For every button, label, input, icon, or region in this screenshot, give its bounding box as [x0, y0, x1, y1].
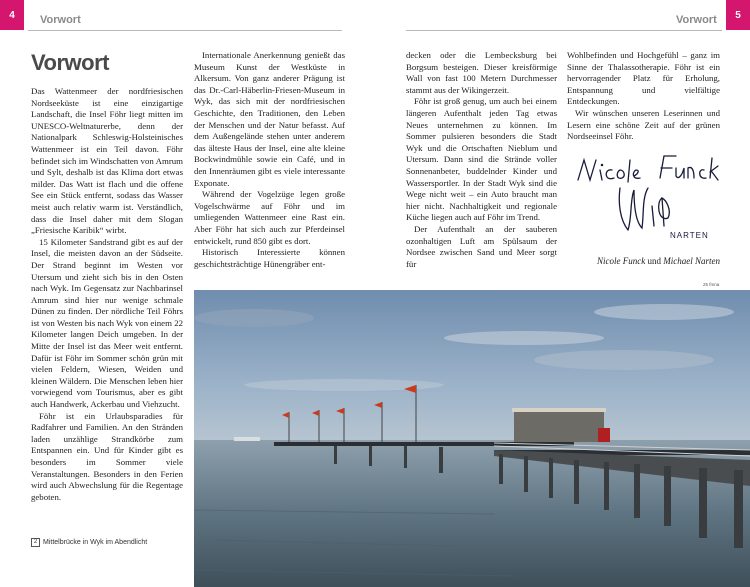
header-rule-left: [28, 30, 342, 31]
conjunction: und: [647, 256, 661, 266]
paragraph: Föhr ist groß genug, um auch bei einem längeren Aufenthalt jeden Tag etwas Neues unternehmen zu können. Im Sommer pulsieren besonders die Stadt Wyk und die Ortschaften Nieblum und Utersum. Dann sind die Strände voller Sonnenanbeter, buddelnder Kinder und Wassersportler. In der Stadt Wyk sind die Wege nicht weit – ein Auto braucht man hier nicht. Nachhaltigkeit und regionale Küche liegen auch auf Föhr im Trend.: [406, 96, 557, 223]
signature-names: [567, 256, 720, 266]
text-column-1: [31, 86, 183, 503]
paragraph: 15 Kilometer Sandstrand gibt es auf der Insel, die meisten davon an der Südseite. Der Strand beginnt im Westen vor Utersum und zieht sich bis in den Osten nach Wyk. Im Gegensatz zur Nachbarinsel Amrum sind hier nur wenige schmale Dünen zu finden. Der nördliche Teil Föhrs ist von Westen bis nach Wyk von einem 22 Kilometer langen Deich umgeben. In der Mitte der Insel ist das Meer weit entfernt. Dafür ist Föhr im Sommer schön grün mit vielen Feldern, Wiesen, Weiden und kleinen Wäldern. Die Menschen leben hier vorwiegend vom Tourismus, aber es gibt auch Handwerk, Ackerbau und Viehzucht.: [31, 236, 183, 410]
paragraph: Der Aufenthalt an der sauberen ozonhaltigen Luft am Spülsaum der Nordsee zwischen Sand und Meer sorgt für: [406, 223, 557, 269]
paragraph: Das Wattenmeer der nordfriesischen Nordseeküste ist eine einzigartige Landschaft, die Insel Föhr liegt mitten im UNESCO-Weltnaturerbe, denn der Nationalpark Schleswig-Holsteinisches Wattenmeer ist ein Teil davon. Föhr befindet sich im Windschatten von Amrum und Sylt, deshalb ist das Klima dort etwas milder. Das Watt ist flach und die offene See ein Stück entfernt, sodass das Wasser meist auch relativ warm ist. Verständlich, dass die Insel daher mit dem Slogan „Friesische Karibik“ wirbt.: [31, 86, 183, 236]
photo-credit: 25 fmna: [703, 282, 720, 287]
caption-text: Mittelbrücke in Wyk im Abendlicht: [43, 539, 148, 546]
caption-marker: 2: [31, 538, 40, 547]
photo-caption: [31, 538, 147, 547]
page-heading: Vorwort: [31, 50, 109, 75]
header-rule-right: [406, 30, 722, 31]
text-column-4: [567, 50, 720, 143]
author-name-1: Nicole Funck: [597, 256, 646, 266]
paragraph: Wir wünschen unseren Leserinnen und Lesern eine schöne Zeit auf der grünen Nordseeinsel Föhr.: [567, 107, 720, 142]
author-name-2: Michael Narten: [663, 256, 720, 266]
page-number-right: 5: [726, 0, 750, 30]
paragraph: Historisch Interessierte können geschichtsträchtige Hünengräber ent-: [194, 247, 345, 269]
paragraph: Während der Vogelzüge legen große Vogelschwärme auf Föhr und im umliegenden Wattenmeer eine Rast ein. Aber Föhr hat sich auch zur Pferdeinsel entwickelt, rund 850 gibt es dort.: [194, 189, 345, 246]
text-column-2: [194, 50, 345, 270]
svg-text:NARTEN: NARTEN: [670, 231, 709, 240]
paragraph: decken oder die Lembecksburg bei Borgsum besteigen. Dieser kreisförmige Wall von fast 100 Metern Durchmesser stammt aus der Wikingerzeit.: [406, 50, 557, 95]
paragraph: Internationale Anerkennung genießt das Museum Kunst der Westküste in Alkersum. Von ganz anderer Prägung ist das Dr.-Carl-Häberlin-Friesen-Museum in Wyk, das sich mit der nordfriesischen Geschichte, den Traditionen, den Leben der Menschen und der Natur befasst. Auf dem Außengelände stehen unter anderem das älteste Haus der Insel, eine alte kleine Bockwindmühle sowie ein Café, und in den Innenräumen gibt es viele interessante Exponate.: [194, 50, 345, 188]
running-title-left: Vorwort: [40, 14, 81, 26]
page-number-left: 4: [0, 0, 24, 30]
paragraph: Wohlbefinden und Hochgefühl – ganz im Sinne der Thalassotherapie. Föhr ist ein hervorragender Platz für Erholung, Entspannung und vielfältige Entdeckungen.: [567, 50, 720, 107]
pier-photo: [194, 290, 750, 587]
pier-illustration: [194, 290, 750, 587]
running-title-right: Vorwort: [676, 14, 717, 26]
signature-image: [572, 148, 722, 248]
paragraph: Föhr ist ein Urlaubsparadies für Radfahrer und Familien. An den Stränden laden unzählige Strandkörbe zum Entspannen ein. Und für Kinder gibt es besonders im Sommer viele Veranstaltungen. Besonders in den Ferien wird auch Abwechslung für die Regentage geboten.: [31, 410, 183, 502]
text-column-3: [406, 50, 557, 270]
